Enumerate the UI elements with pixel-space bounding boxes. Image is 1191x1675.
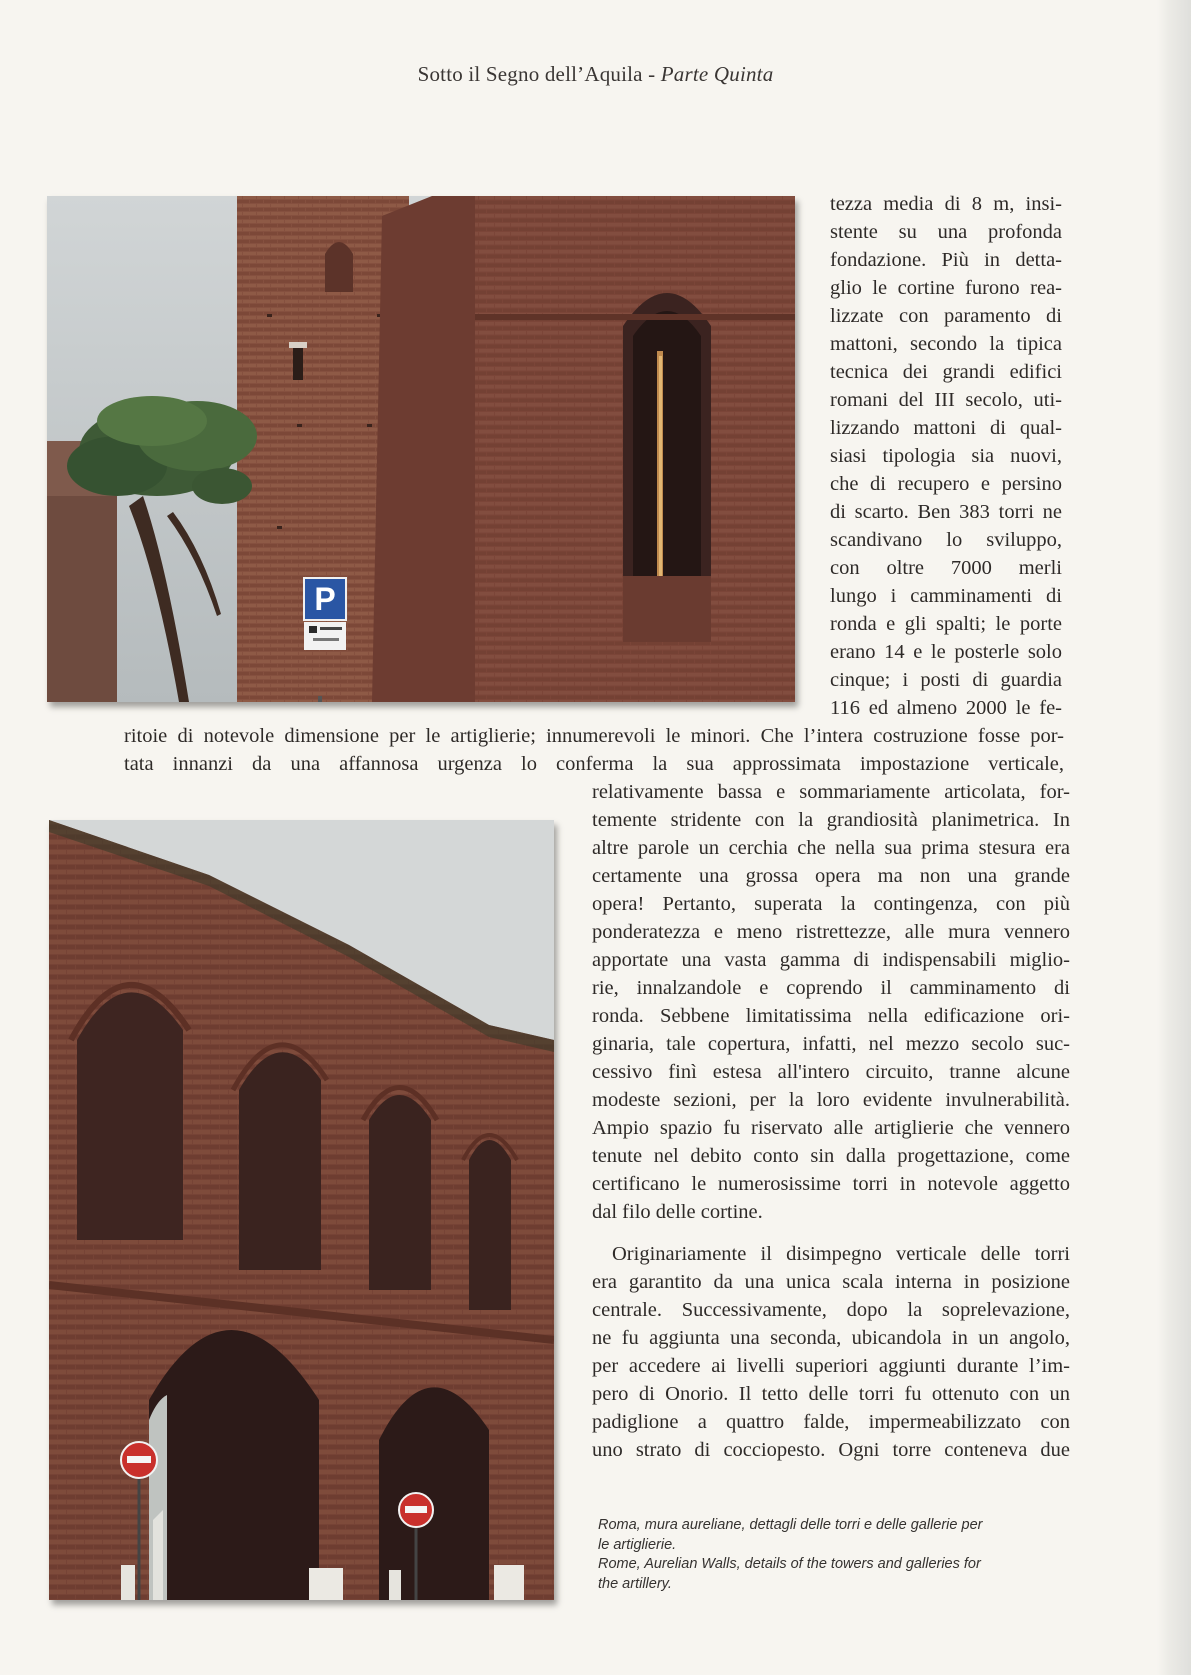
caption-english-line: Rome, Aurelian Walls, details of the towers and galleries for: [598, 1556, 981, 1572]
text-line: tezza media di 8 m, insi-: [830, 193, 1062, 215]
text-line: apportate una vasta gamma di indispensabili miglio-: [592, 949, 1070, 971]
text-line: rie, innalzandole e coprendo il camminamento di: [592, 977, 1070, 999]
photo-arches: [49, 820, 554, 1600]
photo-caption: [598, 1516, 1068, 1594]
text-line: lizzate con paramento di: [830, 305, 1062, 327]
text-line: scandivano lo sviluppo,: [830, 529, 1062, 551]
text-line: cinque; i posti di guardia: [830, 669, 1062, 691]
text-line: siasi tipologia sia nuovi,: [830, 445, 1062, 467]
text-line: lizzando mattoni di qual-: [830, 417, 1062, 439]
photo-tower: [47, 196, 795, 702]
text-line: certamente una grossa opera ma non una grande: [592, 865, 1070, 887]
caption-english-line: the artillery.: [598, 1575, 672, 1592]
caption-italian-line: Roma, mura aureliane, dettagli delle torri e delle gallerie per: [598, 1517, 983, 1533]
text-line: uno strato di cocciopesto. Ogni torre conteneva due: [592, 1439, 1070, 1461]
text-line: modeste sezioni, per la loro evidente invulnerabilità.: [592, 1089, 1070, 1111]
text-line: centrale. Successivamente, dopo la soprelevazione,: [592, 1299, 1070, 1321]
text-line: padiglione a quattro falde, impermeabilizzato con: [592, 1411, 1070, 1433]
text-line: Ampio spazio fu riservato alle artiglierie che vennero: [592, 1117, 1070, 1139]
text-line: stente su una profonda: [830, 221, 1062, 243]
text-line: erano 14 e le posterle solo: [830, 641, 1062, 663]
page-edge-shadow: [1157, 0, 1191, 1675]
text-line: lungo i camminamenti di: [830, 585, 1062, 607]
text-line: ronda. Sebbene limitatissima nella edificazione ori-: [592, 1005, 1070, 1027]
text-line: tata innanzi da una affannosa urgenza lo conferma la sua approssimata impostazione verticale,: [124, 753, 1064, 775]
text-line: ponderatezza e meno ristrettezze, alle mura vennero: [592, 921, 1070, 943]
text-line: romani del III secolo, uti-: [830, 389, 1062, 411]
text-line: glio le cortine furono rea-: [830, 277, 1062, 299]
text-line: relativamente bassa e sommariamente articolata, for-: [592, 781, 1070, 803]
text-line: fondazione. Più in detta-: [830, 249, 1062, 271]
text-line: per accedere ai livelli superiori aggiunti durante l’im-: [592, 1355, 1070, 1377]
text-line: con oltre 7000 merli: [830, 557, 1062, 579]
text-line: temente stridente con la grandiosità planimetrica. In: [592, 809, 1070, 831]
text-line: certificano le numerosissime torri in notevole aggetto: [592, 1173, 1070, 1195]
text-line: dal filo delle cortine.: [592, 1201, 763, 1223]
text-line: altre parole un cerchia che nella sua prima stesura era: [592, 837, 1070, 859]
text-line: ritoie di notevole dimensione per le artiglierie; innumerevoli le minori. Che l’intera costruzione fosse por-: [124, 725, 1064, 747]
caption-italian-line: le artiglierie.: [598, 1536, 677, 1553]
text-line: Originariamente il disimpegno verticale delle torri: [612, 1243, 1070, 1265]
book-title: Sotto il Segno dell’Aquila: [417, 62, 643, 86]
text-line: tecnica dei grandi edifici: [830, 361, 1062, 383]
text-line: ginaria, tale copertura, infatti, nel mezzo secolo suc-: [592, 1033, 1070, 1055]
text-line: era garantito da una unica scala interna in posizione: [592, 1271, 1070, 1293]
text-line: tenute nel debito conto sin dalla progettazione, come: [592, 1145, 1070, 1167]
text-line: che di recupero e persino: [830, 473, 1062, 495]
text-line: ronda e gli spalti; le porte: [830, 613, 1062, 635]
text-line: mattoni, secondo la tipica: [830, 333, 1062, 355]
text-line: pero di Onorio. Il tetto delle torri fu ottenuto con un: [592, 1383, 1070, 1405]
part-title: Parte Quinta: [660, 62, 774, 86]
parking-sign-letter: P: [314, 581, 336, 617]
text-line: di scarto. Ben 383 torri ne: [830, 501, 1062, 523]
text-line: 116 ed almeno 2000 le fe-: [830, 697, 1062, 719]
text-line: opera! Pertanto, superata la contingenza, con più: [592, 893, 1070, 915]
text-line: cessivo finì estesa all'intero circuito, tranne alcune: [592, 1061, 1070, 1083]
header-separator: -: [642, 62, 661, 86]
text-line: ne fu aggiunta una seconda, ubicandola in un angolo,: [592, 1327, 1070, 1349]
running-header: [0, 62, 1191, 87]
